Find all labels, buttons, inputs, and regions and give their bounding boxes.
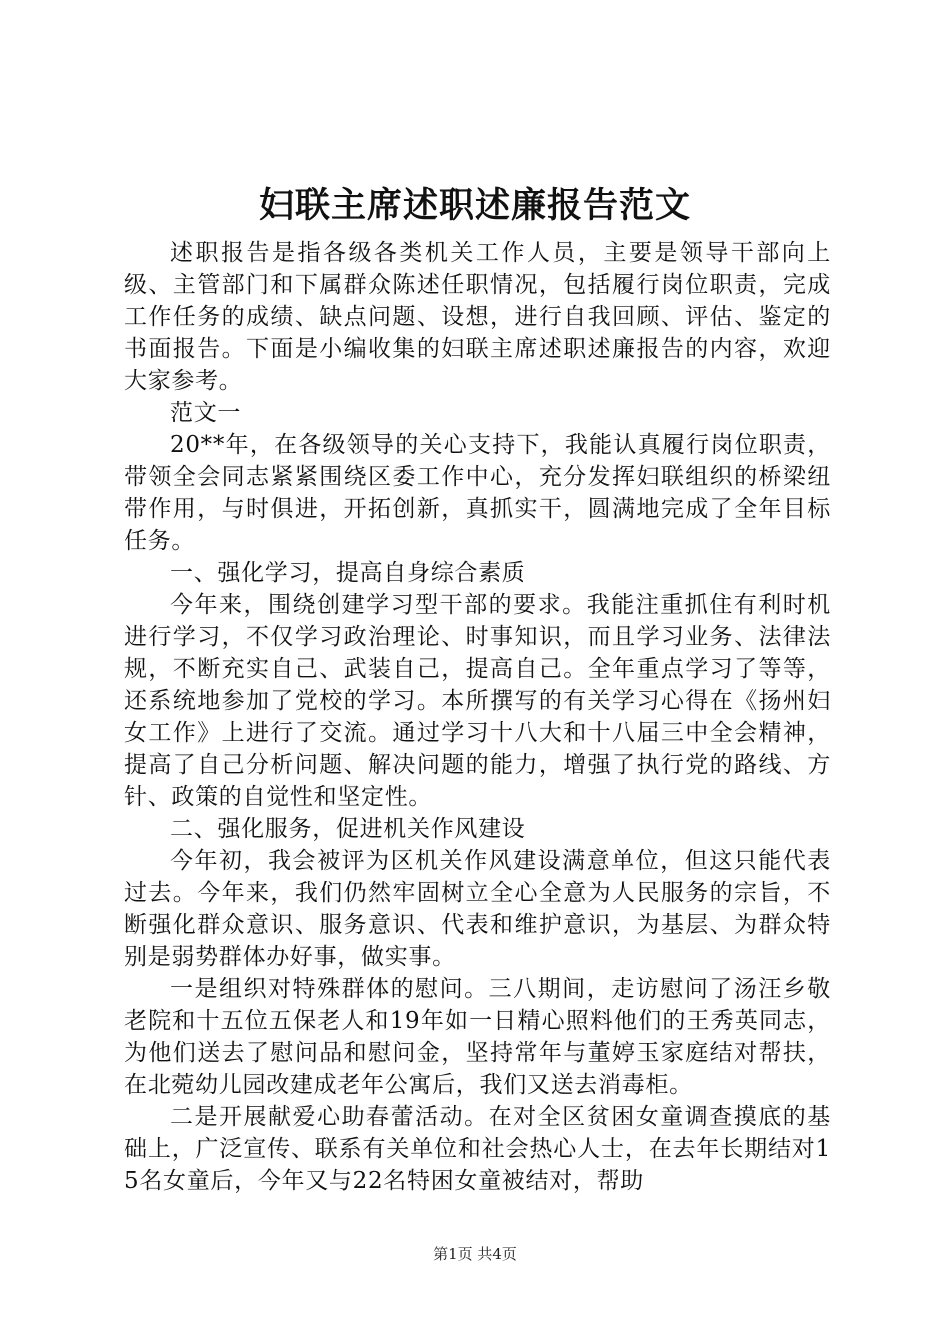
paragraph-summary: 20**年，在各级领导的关心支持下，我能认真履行岗位职责，带领全会同志紧紧围绕区委工作中心，充分发挥妇联组织的桥梁纽带作用，与时俱进，开拓创新，真抓实干，圆满地完成了全年目标任务。 [124,432,831,554]
section-heading-study: 一、强化学习，提高自身综合素质 [170,560,526,586]
section-label-sample-one: 范文一 [170,400,242,426]
document-title: 妇联主席述职述廉报告范文 [258,185,691,226]
paragraph-condolence: 一是组织对特殊群体的慰问。三八期间，走访慰问了汤汪乡敬老院和十五位五保老人和19年如一日精心照料他们的王秀英同志，为他们送去了慰问品和慰问金，坚持常年与董婷玉家庭结对帮扶，在北菀幼儿园改建成老年公寓后，我们又送去消毒柜。 [124,976,831,1098]
document-body [124,237,831,1197]
section-heading-service: 二、强化服务，促进机关作风建设 [170,816,526,842]
paragraph-study: 今年来，围绕创建学习型干部的要求。我能注重抓住有利时机进行学习，不仅学习政治理论、时事知识，而且学习业务、法律法规，不断充实自己、武装自己，提高自己。全年重点学习了等等，还系统地参加了党校的学习。本所撰写的有关学习心得在《扬州妇女工作》上进行了交流。通过学习十八大和十八届三中全会精神，提高了自己分析问题、解决问题的能力，增强了执行党的路线、方针、政策的自觉性和坚定性。 [124,592,831,810]
paragraph-intro: 述职报告是指各级各类机关工作人员，主要是领导干部向上级、主管部门和下属群众陈述任职情况，包括履行岗位职责，完成工作任务的成绩、缺点问题、设想，进行自我回顾、评估、鉴定的书面报告。下面是小编收集的妇联主席述职述廉报告的内容，欢迎大家参考。 [124,240,831,394]
paragraph-spring-bud: 二是开展献爱心助春蕾活动。在对全区贫困女童调查摸底的基础上，广泛宣传、联系有关单位和社会热心人士，在去年长期结对15名女童后，今年又与22名特困女童被结对，帮助 [124,1104,831,1194]
paragraph-service: 今年初，我会被评为区机关作风建设满意单位，但这只能代表过去。今年来，我们仍然牢固树立全心全意为人民服务的宗旨，不断强化群众意识、服务意识、代表和维护意识，为基层、为群众特别是弱势群体办好事，做实事。 [124,848,831,970]
page-footer: 第1页 共4页 [433,1245,517,1263]
